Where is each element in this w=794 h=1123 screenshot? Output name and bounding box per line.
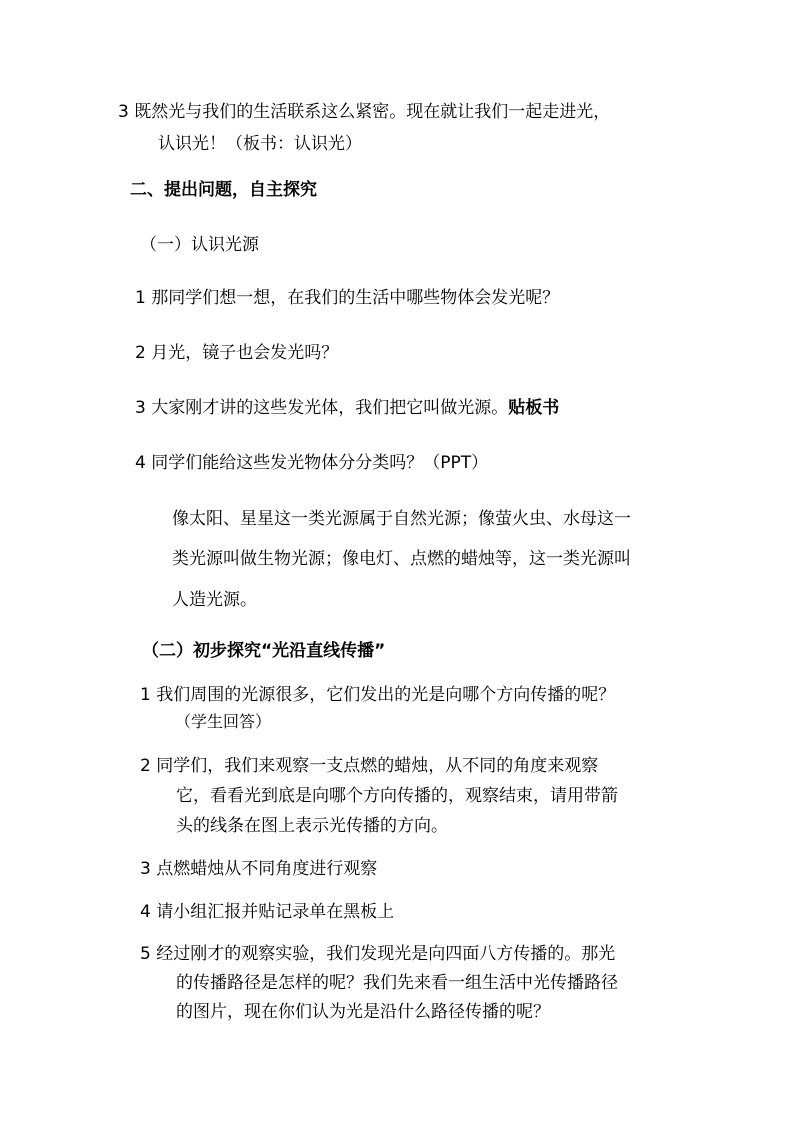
subsection-1-heading: （一）认识光源 <box>140 235 259 255</box>
question-3-text: 3 大家刚才讲的这些发光体，我们把它叫做光源。 <box>135 398 509 418</box>
inquiry-item-1-line-2: （学生回答） <box>175 712 272 731</box>
question-1: 1 那同学们想一想，在我们的生活中哪些物体会发光呢？ <box>135 288 560 308</box>
intro-item-3-line-1: 3 既然光与我们的生活联系这么紧密。现在就让我们一起走进光， <box>118 102 611 122</box>
inquiry-item-5-line-3: 的图片，现在你们认为光是沿什么路径传播的呢？ <box>176 1002 550 1022</box>
inquiry-item-1-line-1: 1 我们周围的光源很多，它们发出的光是向哪个方向传播的呢？ <box>140 685 616 705</box>
inquiry-item-2-line-1: 2 同学们，我们来观察一支点燃的蜡烛，从不同的角度来观察 <box>140 756 599 776</box>
inquiry-item-5-line-2: 的传播路径是怎样的呢？我们先来看一组生活中光传播路径 <box>176 973 618 993</box>
inquiry-item-2-line-3: 头的线条在图上表示光传播的方向。 <box>176 816 448 836</box>
intro-item-3-line-2: 认识光！（板书：认识光） <box>158 134 362 154</box>
question-3 <box>135 400 559 417</box>
inquiry-item-5-line-1: 5 经过刚才的观察实验，我们发现光是向四面八方传播的。那光 <box>140 944 616 964</box>
inquiry-item-2-line-2: 它，看看光到底是向哪个方向传播的，观察结束，请用带箭 <box>176 786 618 806</box>
section-2-heading: 二、提出问题，自主探究 <box>130 180 317 200</box>
inquiry-item-4: 4 请小组汇报并贴记录单在黑板上 <box>140 902 395 922</box>
subsection-2-heading: （二）初步探究“光沿直线传播” <box>142 641 386 661</box>
inquiry-item-3: 3 点燃蜡烛从不同角度进行观察 <box>140 859 378 879</box>
classification-paragraph-line-3: 人造光源。 <box>172 590 257 610</box>
question-2: 2 月光，镜子也会发光吗？ <box>135 343 339 363</box>
classification-paragraph-line-2: 类光源叫做生物光源；像电灯、点燃的蜡烛等，这一类光源叫 <box>172 549 631 569</box>
question-4: 4 同学们能给这些发光物体分分类吗？（PPT） <box>135 453 489 473</box>
classification-paragraph-line-1: 像太阳、星星这一类光源属于自然光源；像萤火虫、水母这一 <box>172 509 631 529</box>
question-3-bold: 贴板书 <box>508 398 560 418</box>
